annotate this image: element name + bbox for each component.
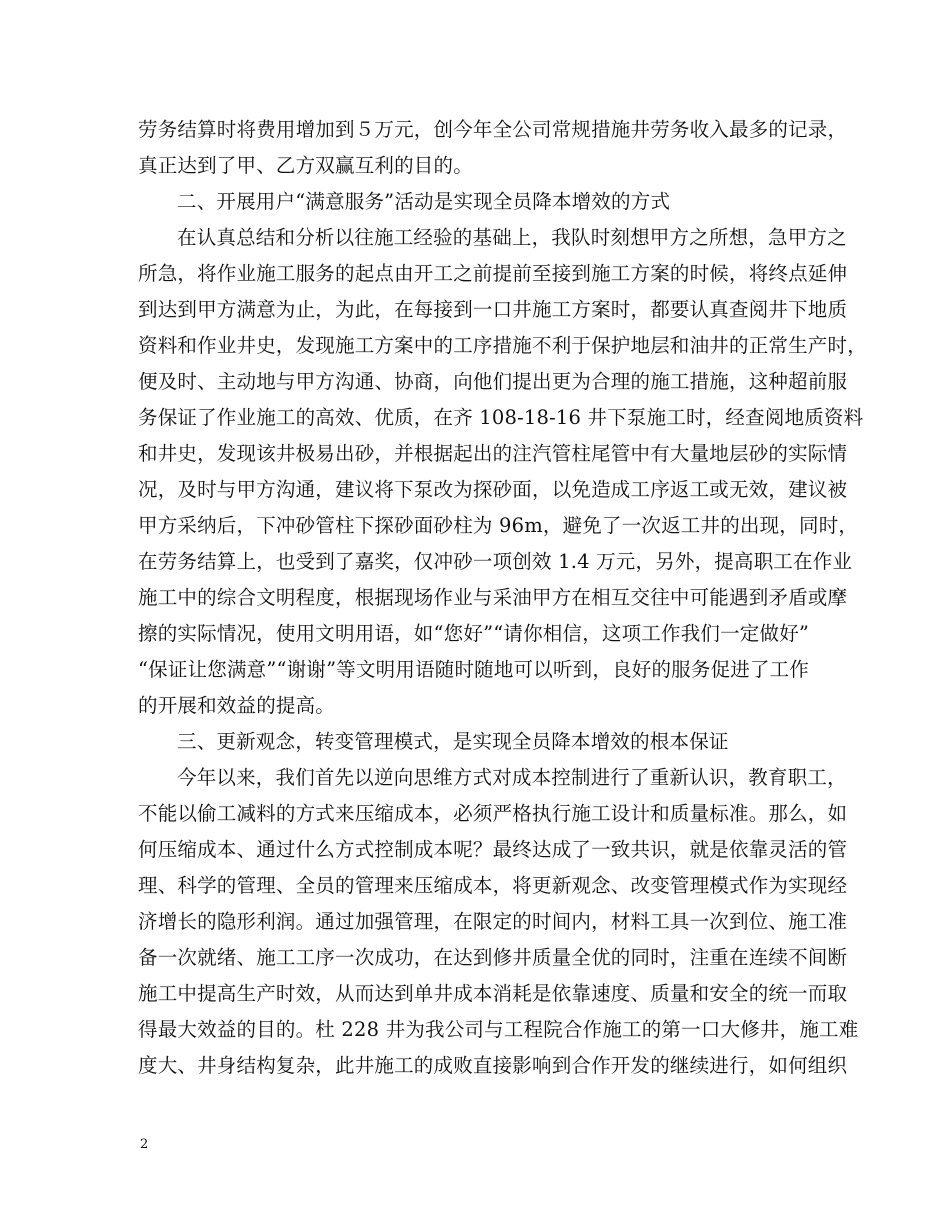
text-line: 资料和作业井史，发现施工方案中的工序措施不利于保护地层和油井的正常生产时， (138, 334, 867, 357)
text-line: 二、开展用户“满意服务”活动是实现全员降本增效的方式 (177, 190, 671, 213)
text-line: 得最大效益的目的。杜 228 井为我公司与工程院合作施工的第一口大修井，施工难 (138, 1018, 859, 1041)
text-line: 到达到甲方满意为止，为此，在每接到一口井施工方案时，都要认真查阅井下地质 (138, 298, 848, 321)
text-line: 真正达到了甲、乙方双赢互利的目的。 (138, 154, 473, 177)
text-line: “保证让您满意”“谢谢”等文明用语随时随地可以听到，良好的服务促进了工作 (138, 658, 810, 681)
text-line: 在劳务结算上，也受到了嘉奖，仅冲砂一项创效 1.4 万元，另外，提高职工在作业 (138, 550, 853, 573)
text-line: 务保证了作业施工的高效、优质，在齐 108-18-16 井下泵施工时，经查阅地质资料 (138, 406, 864, 429)
text-line: 况，及时与甲方沟通，建议将下泵改为探砂面，以免造成工序返工或无效，建议被 (138, 478, 848, 501)
text-line: 擦的实际情况，使用文明用语，如“您好”“请你相信，这项工作我们一定做好” (138, 622, 810, 645)
text-line: 度大、井身结构复杂，此井施工的成败直接影响到合作开发的继续进行，如何组织 (138, 1054, 848, 1077)
text-line: 济增长的隐形利润。通过加强管理，在限定的时间内，材料工具一次到位、施工准 (138, 910, 848, 933)
text-line: 施工中的综合文明程度，根据现场作业与采油甲方在相互交往中可能遇到矛盾或摩 (138, 586, 848, 609)
text-line: 和井史，发现该井极易出砂，并根据起出的注汽管柱尾管中有大量地层砂的实际情 (138, 442, 848, 465)
text-line: 不能以偷工减料的方式来压缩成本，必须严格执行施工设计和质量标准。那么，如 (138, 802, 848, 825)
text-line: 所急，将作业施工服务的起点由开工之前提前至接到施工方案的时候，将终点延伸 (138, 262, 848, 285)
text-line: 甲方采纳后，下冲砂管柱下探砂面砂柱为 96m，避免了一次返工井的出现，同时， (138, 514, 859, 537)
text-line: 今年以来，我们首先以逆向思维方式对成本控制进行了重新认识，教育职工， (177, 766, 847, 789)
page-number: 2 (140, 1137, 149, 1152)
text-line: 便及时、主动地与甲方沟通、协商，向他们提出更为合理的施工措施，这种超前服 (138, 370, 848, 393)
text-line: 备一次就绪、施工工序一次成功，在达到修井质量全优的同时，注重在连续不间断 (138, 946, 848, 969)
text-line: 的开展和效益的提高。 (138, 694, 336, 717)
text-line: 理、科学的管理、全员的管理来压缩成本，将更新观念、改变管理模式作为实现经 (138, 874, 848, 897)
text-line: 在认真总结和分析以往施工经验的基础上，我队时刻想甲方之所想，急甲方之 (177, 226, 847, 249)
body-text (138, 112, 867, 1084)
text-line: 何压缩成本、通过什么方式控制成本呢？最终达成了一致共识，就是依靠灵活的管 (138, 838, 848, 861)
text-line: 劳务结算时将费用增加到５万元，创今年全公司常规措施井劳务收入最多的记录， (138, 118, 848, 141)
text-line: 施工中提高生产时效，从而达到单井成本消耗是依靠速度、质量和安全的统一而取 (138, 982, 848, 1005)
text-line: 三、更新观念，转变管理模式，是实现全员降本增效的根本保证 (177, 730, 729, 753)
